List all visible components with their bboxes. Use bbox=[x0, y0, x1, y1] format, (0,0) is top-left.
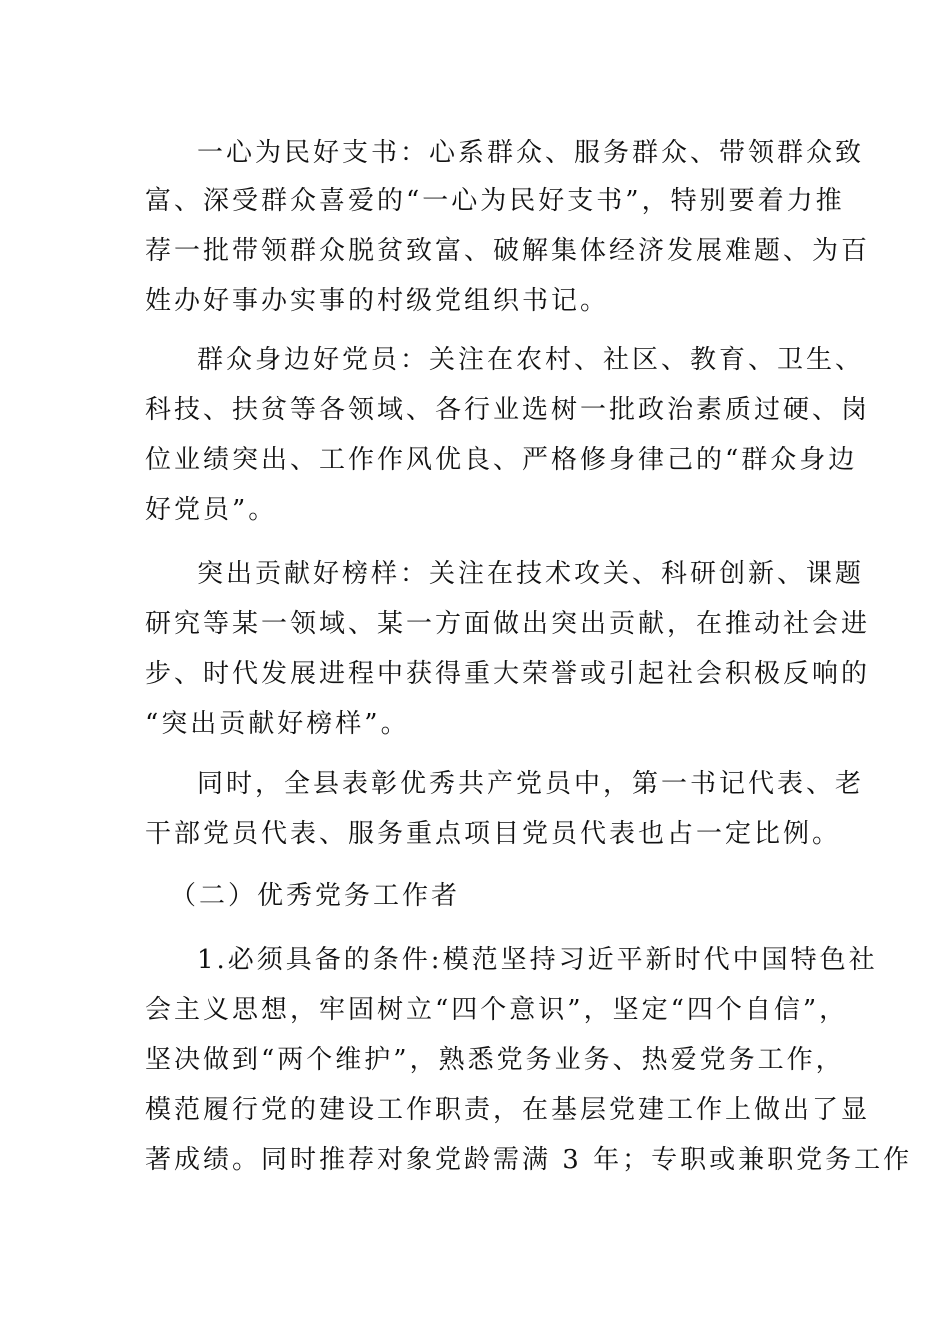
paragraph-1-line-3: 荐一批带领群众脱贫致富、破解集体经济发展难题、为百 bbox=[145, 236, 871, 266]
paragraph-3-line-3: 步、时代发展进程中获得重大荣誉或引起社会积极反响的 bbox=[145, 659, 871, 689]
paragraph-2-line-3: 位业绩突出、工作作风优良、严格修身律己的“群众身边 bbox=[145, 445, 858, 475]
paragraph-3-line-1: 突出贡献好榜样：关注在技术攻关、科研创新、课题 bbox=[197, 559, 865, 589]
paragraph-5-line-3: 坚决做到“两个维护”，熟悉党务业务、热爱党务工作， bbox=[145, 1045, 845, 1075]
paragraph-2-line-2: 科技、扶贫等各领域、各行业选树一批政治素质过硬、岗 bbox=[145, 395, 871, 425]
paragraph-2-line-4: 好党员”。 bbox=[145, 495, 278, 525]
paragraph-4-line-2: 干部党员代表、服务重点项目党员代表也占一定比例。 bbox=[145, 819, 842, 849]
paragraph-4-line-1: 同时，全县表彰优秀共产党员中，第一书记代表、老 bbox=[197, 769, 865, 799]
paragraph-1-line-4: 姓办好事办实事的村级党组织书记。 bbox=[145, 286, 610, 316]
paragraph-3-line-4: “突出贡献好榜样”。 bbox=[145, 709, 410, 739]
paragraph-3-line-2: 研究等某一领域、某一方面做出突出贡献，在推动社会进 bbox=[145, 609, 871, 639]
paragraph-1-line-1: 一心为民好支书：心系群众、服务群众、带领群众致 bbox=[197, 138, 865, 168]
paragraph-1-line-2: 富、深受群众喜爱的“一心为民好支书”，特别要着力推 bbox=[145, 186, 845, 216]
paragraph-5-line-1: 1.必须具备的条件:模范坚持习近平新时代中国特色社 bbox=[197, 945, 878, 975]
paragraph-2-line-1: 群众身边好党员：关注在农村、社区、教育、卫生、 bbox=[197, 345, 865, 375]
paragraph-5-line-5: 著成绩。同时推荐对象党龄需满 3 年；专职或兼职党务工作 bbox=[145, 1145, 913, 1175]
section-heading: （二）优秀党务工作者 bbox=[170, 881, 461, 911]
paragraph-5-line-4: 模范履行党的建设工作职责，在基层党建工作上做出了显 bbox=[145, 1095, 871, 1125]
paragraph-5-line-2: 会主义思想，牢固树立“四个意识”，坚定“四个自信”， bbox=[145, 995, 849, 1025]
